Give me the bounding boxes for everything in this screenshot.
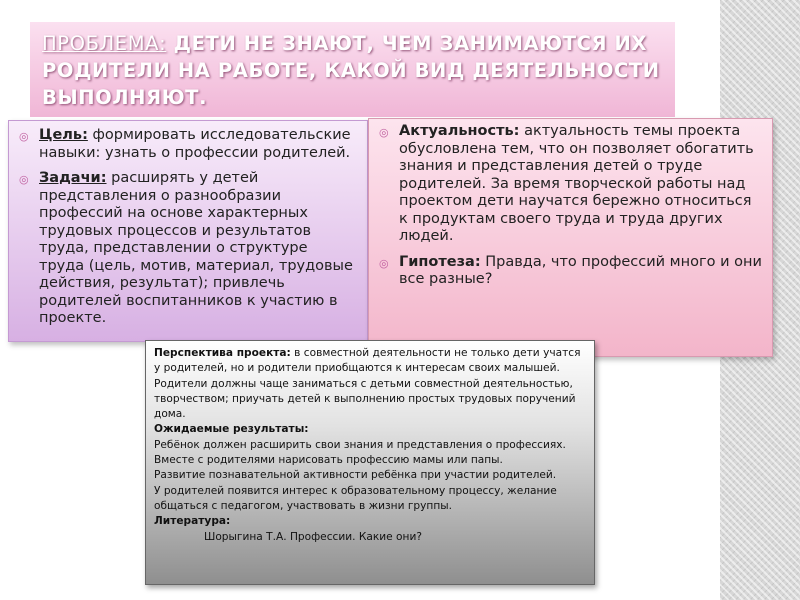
results-key: Ожидаемые результаты: [154, 423, 309, 436]
perspective-box [145, 340, 595, 585]
slide-title [42, 30, 663, 111]
goal-text: формировать исследовательские навыки: узнать о профессии родителей. [39, 127, 351, 161]
circle-bullet-icon: ◎ [19, 173, 29, 186]
goal-key: Цель: [39, 127, 88, 143]
relevance-hypothesis-box [368, 118, 773, 357]
result-line: Развитие познавательной активности ребёнка при участии родителей. [154, 469, 557, 482]
relevance-item [377, 123, 764, 246]
tasks-item [17, 170, 357, 328]
goal-item [17, 127, 357, 162]
result-line: Ребёнок должен расширить свои знания и представления о профессиях. [154, 438, 566, 451]
title-banner [30, 22, 675, 117]
hypothesis-item [377, 254, 764, 289]
relevance-text: актуальность темы проекта обусловлена тем, что он позволяет обогатить знания и представления детей о труде родителей. За время творческой работы над проектом дети научатся бережно относиться к продуктам своего труда и труда других людей. [399, 123, 754, 244]
perspective-text: в совместной деятельности не только дети учатся у родителей, но и родители приобщаются к интересам своих малышей. Родители должны чаще заниматься с детьми совместной деятельностью, творчеством; приучать детей к выполнению простых трудовых поручений дома. [154, 347, 581, 421]
hypothesis-key: Гипотеза: [399, 253, 481, 270]
perspective-key: Перспектива проекта: [154, 347, 291, 359]
relevance-key: Актуальность: [399, 123, 520, 139]
result-line: У родителей появится интерес к образовательному процессу, желание общаться с педагогом, участвовать в жизни группы. [154, 484, 557, 512]
tasks-key: Задачи: [39, 170, 107, 186]
literature-key: Литература: [154, 515, 231, 528]
title-text: ДЕТИ НЕ ЗНАЮТ, ЧЕМ ЗАНИМАЮТСЯ ИХ РОДИТЕЛИ НА РАБОТЕ, КАКОЙ ВИД ДЕЯТЕЛЬНОСТИ ВЫПОЛНЯЮТ. [42, 32, 660, 109]
literature-text: Шорыгина Т.А. Профессии. Какие они? [204, 530, 422, 543]
hypothesis-text: Правда, что профессий много и они все разные? [399, 253, 762, 287]
goal-tasks-box [8, 120, 368, 342]
circle-bullet-icon: ◎ [379, 256, 389, 270]
tasks-text: расширять у детей представления о разнообразии профессий на основе характерных трудовых процессов и результатов труда, представлении о структуре труда (цель, мотив, материал, трудовые действия, результат); привлечь родителей воспитанников к участию в проекте. [39, 170, 353, 326]
result-line: Вместе с родителями нарисовать профессию мамы или папы. [154, 454, 503, 467]
circle-bullet-icon: ◎ [379, 126, 389, 139]
perspective-paragraph [154, 346, 586, 422]
title-label: ПРОБЛЕМА: [42, 32, 167, 55]
circle-bullet-icon: ◎ [19, 130, 29, 143]
